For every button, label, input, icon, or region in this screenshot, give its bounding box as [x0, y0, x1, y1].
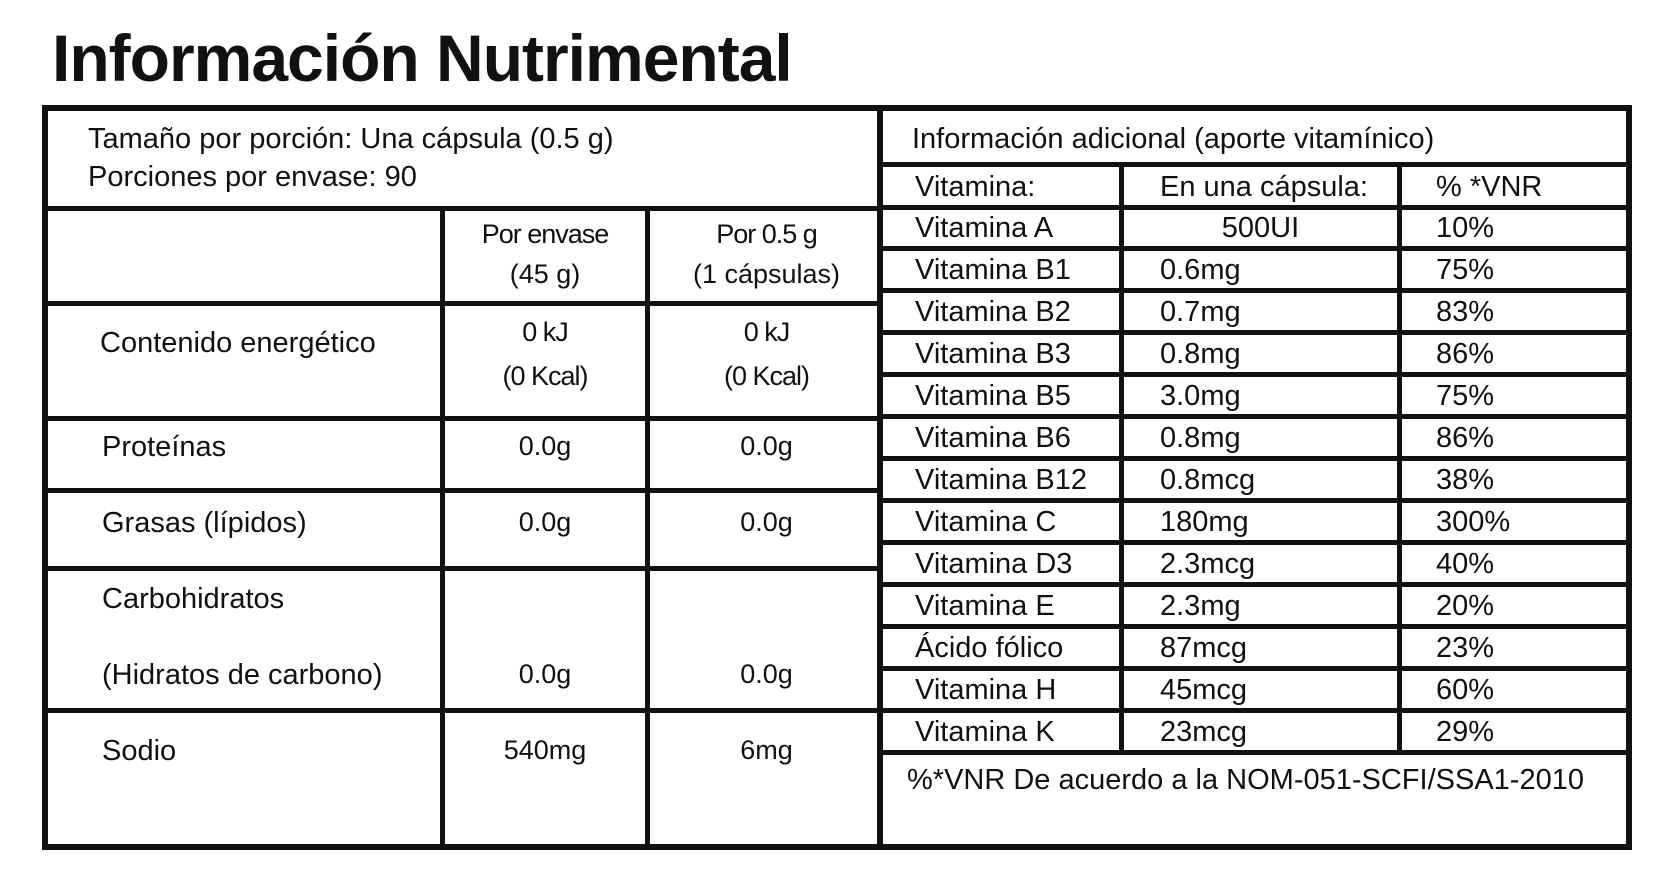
- vitamin-name: Vitamina B5: [915, 380, 1071, 412]
- nutrient-value: 0 kJ: [522, 317, 568, 347]
- row-divider: [883, 288, 1632, 293]
- vitamin-name: Vitamina D3: [915, 548, 1073, 580]
- vitamin-vnr: 83%: [1436, 296, 1495, 328]
- row-divider: [883, 205, 1632, 210]
- vitamin-name: Vitamina H: [915, 674, 1057, 706]
- col-header-vitamin: Vitamina:: [915, 171, 1036, 203]
- row-divider: [883, 582, 1632, 587]
- vitamin-name: Vitamina E: [915, 590, 1055, 622]
- row-divider: [883, 666, 1632, 671]
- nutrient-value: 0.0g: [518, 659, 572, 689]
- vitamin-vnr: 86%: [1436, 422, 1495, 454]
- vitamin-amount: 2.3mg: [1160, 590, 1241, 622]
- vitamin-vnr: 38%: [1436, 464, 1495, 496]
- nutrient-value: 0.0g: [518, 431, 572, 461]
- vitamin-vnr: 75%: [1436, 380, 1495, 412]
- nutrient-value: 6mg: [740, 735, 793, 765]
- nutrient-name: Contenido energético: [100, 327, 376, 359]
- nutrient-name: Sodio: [102, 735, 177, 767]
- nutrient-value: (0 Kcal): [723, 361, 810, 391]
- vitamin-name: Ácido fólico: [915, 632, 1064, 664]
- vitamin-amount: 45mcg: [1160, 674, 1248, 706]
- nutrient-value: (0 Kcal): [502, 361, 588, 391]
- nutrient-name: Proteínas: [102, 431, 227, 463]
- vitamin-name: Vitamina B2: [915, 296, 1071, 328]
- vitamin-vnr: 60%: [1436, 674, 1495, 706]
- vitamin-name: Vitamina B1: [915, 254, 1071, 286]
- nutrient-value: 0.0g: [740, 507, 793, 537]
- row-divider: [883, 330, 1632, 335]
- column-divider: [1397, 162, 1402, 755]
- row-divider: [883, 162, 1632, 167]
- vitamin-table: [877, 105, 1632, 850]
- vitamin-amount: 180mg: [1160, 506, 1249, 538]
- col-header-per-container-weight: (45 g): [509, 259, 581, 289]
- row-divider: [883, 540, 1632, 545]
- nutrition-facts-table: [42, 105, 883, 850]
- vitamin-amount: 0.7mg: [1160, 296, 1241, 328]
- row-divider: [48, 566, 883, 571]
- nutrient-value: 0 kJ: [743, 317, 790, 347]
- vitamin-vnr: 10%: [1436, 212, 1495, 244]
- vitamin-name: Vitamina C: [915, 506, 1057, 538]
- nutrient-name-subtitle: (Hidratos de carbono): [102, 659, 383, 691]
- row-divider: [48, 708, 883, 713]
- nutrient-value: 540mg: [503, 735, 587, 765]
- vitamin-vnr: 86%: [1436, 338, 1495, 370]
- row-divider: [883, 750, 1632, 755]
- nutrient-name: Carbohidratos: [102, 583, 285, 615]
- vitamin-amount: 3.0mg: [1160, 380, 1241, 412]
- row-divider: [883, 372, 1632, 377]
- column-divider: [1119, 162, 1124, 755]
- vitamin-vnr: 20%: [1436, 590, 1495, 622]
- vitamin-name: Vitamina A: [915, 212, 1054, 244]
- row-divider: [48, 488, 883, 493]
- vitamin-vnr: 29%: [1436, 716, 1495, 748]
- vitamin-name: Vitamina B12: [915, 464, 1087, 496]
- vitamin-amount: 2.3mcg: [1160, 548, 1256, 580]
- vitamin-name: Vitamina K: [915, 716, 1055, 748]
- col-header-vnr: % *VNR: [1436, 171, 1543, 203]
- row-divider: [883, 498, 1632, 503]
- vitamin-amount: 0.8mg: [1160, 422, 1241, 454]
- col-header-amount: En una cápsula:: [1160, 171, 1368, 203]
- row-divider: [48, 206, 883, 211]
- nutrient-value: 0.0g: [518, 507, 572, 537]
- vitamin-amount: 0.8mcg: [1160, 464, 1256, 496]
- vitamin-vnr: 23%: [1436, 632, 1495, 664]
- serving-size: Tamaño por porción: Una cápsula (0.5 g): [88, 123, 614, 155]
- row-divider: [883, 414, 1632, 419]
- vitamin-name: Vitamina B3: [915, 338, 1071, 370]
- vitamin-amount: 23mcg: [1160, 716, 1248, 748]
- nutrient-value: 0.0g: [740, 431, 793, 461]
- page-title: Información Nutrimental: [52, 21, 792, 95]
- row-divider: [48, 301, 883, 306]
- vitamin-amount: 0.8mg: [1160, 338, 1241, 370]
- row-divider: [883, 246, 1632, 251]
- nutrient-name: Grasas (lípidos): [102, 507, 307, 539]
- vitamin-name: Vitamina B6: [915, 422, 1071, 454]
- row-divider: [883, 456, 1632, 461]
- col-header-per-serving-weight: (1 cápsulas): [692, 259, 841, 289]
- vitamin-amount: 87mcg: [1160, 632, 1248, 664]
- servings-per-container: Porciones por envase: 90: [88, 161, 417, 193]
- row-divider: [883, 708, 1632, 713]
- row-divider: [883, 624, 1632, 629]
- vitamin-vnr: 300%: [1436, 506, 1511, 538]
- col-header-per-container: Por envase: [481, 219, 609, 249]
- vnr-footnote: %*VNR De acuerdo a la NOM-051-SCFI/SSA1-2010: [907, 764, 1584, 796]
- vitamin-panel-heading: Información adicional (aporte vitamínico): [912, 123, 1435, 155]
- vitamin-amount: 500UI: [1221, 212, 1300, 244]
- col-header-per-serving: Por 0.5 g: [716, 219, 817, 249]
- nutrient-value: 0.0g: [740, 659, 793, 689]
- vitamin-vnr: 75%: [1436, 254, 1495, 286]
- vitamin-vnr: 40%: [1436, 548, 1495, 580]
- vitamin-amount: 0.6mg: [1160, 254, 1241, 286]
- row-divider: [48, 416, 883, 421]
